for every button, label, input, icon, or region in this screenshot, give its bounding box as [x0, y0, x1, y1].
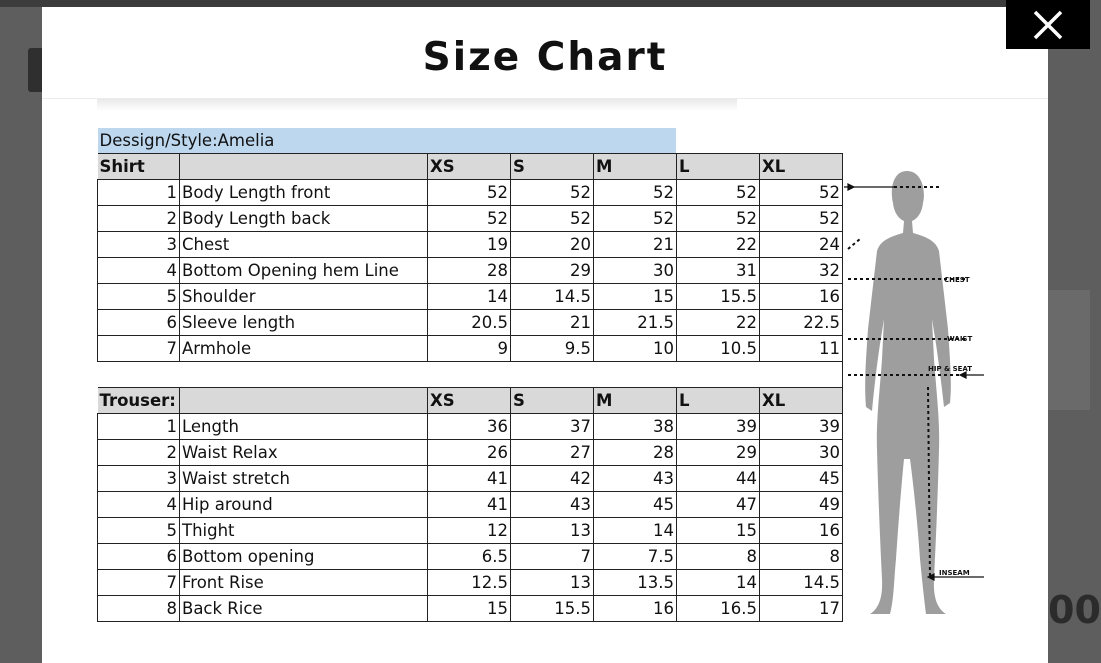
measurement-value: 47 [677, 492, 760, 518]
measurement-value: 12.5 [428, 570, 511, 596]
size-header-xl: XL [760, 388, 843, 414]
measurement-value: 7.5 [594, 544, 677, 570]
row-number: 6 [98, 310, 180, 336]
table-row [98, 544, 843, 570]
measurement-name: Body Length back [180, 206, 428, 232]
row-number: 3 [98, 232, 180, 258]
measurement-value: 21 [511, 310, 594, 336]
measurement-value: 52 [428, 206, 511, 232]
size-header-m: M [594, 388, 677, 414]
measurement-value: 13 [511, 570, 594, 596]
measurement-value: 27 [511, 440, 594, 466]
measurement-value: 41 [428, 466, 511, 492]
measurement-value: 28 [594, 440, 677, 466]
section-header-row [98, 388, 843, 414]
measurement-value: 13 [511, 518, 594, 544]
measurement-value: 45 [760, 466, 843, 492]
row-number: 4 [98, 258, 180, 284]
section-header-row [98, 154, 843, 180]
measurement-value: 14 [677, 570, 760, 596]
blank-cell [180, 362, 428, 388]
measurement-value: 20 [511, 232, 594, 258]
measurement-value: 29 [511, 258, 594, 284]
measurement-value: 52 [760, 180, 843, 206]
measurement-name: Front Rise [180, 570, 428, 596]
row-number: 1 [98, 180, 180, 206]
row-number: 6 [98, 544, 180, 570]
blank-cell [677, 362, 760, 388]
measurement-name: Length [180, 414, 428, 440]
table-row [98, 206, 843, 232]
row-number: 5 [98, 284, 180, 310]
table-row [98, 336, 843, 362]
table-row [98, 284, 843, 310]
measurement-value: 12 [428, 518, 511, 544]
size-header-xs: XS [428, 388, 511, 414]
measurement-value: 15 [428, 596, 511, 622]
measurement-name: Bottom opening [180, 544, 428, 570]
measurement-value: 14 [428, 284, 511, 310]
measurement-name: Hip around [180, 492, 428, 518]
table-row [98, 180, 843, 206]
row-number: 7 [98, 570, 180, 596]
size-table [97, 128, 843, 622]
size-header-m: M [594, 154, 677, 180]
measurement-value: 15.5 [677, 284, 760, 310]
measurement-name: Armhole [180, 336, 428, 362]
measurement-name: Body Length front [180, 180, 428, 206]
measurement-value: 16 [760, 518, 843, 544]
row-number: 4 [98, 492, 180, 518]
measurement-value: 9 [428, 336, 511, 362]
table-row [98, 518, 843, 544]
measurement-value: 52 [594, 180, 677, 206]
table-row [98, 232, 843, 258]
measurement-value: 36 [428, 414, 511, 440]
measurement-value: 38 [594, 414, 677, 440]
measurement-value: 29 [677, 440, 760, 466]
measurement-value: 21 [594, 232, 677, 258]
measurement-value: 10 [594, 336, 677, 362]
measurement-value: 15.5 [511, 596, 594, 622]
image-top-edge [97, 99, 737, 111]
blank-cell [511, 362, 594, 388]
measurement-value: 45 [594, 492, 677, 518]
table-row [98, 414, 843, 440]
measurement-value: 13.5 [594, 570, 677, 596]
measurement-value: 16 [760, 284, 843, 310]
blank-row [98, 362, 843, 388]
design-row [98, 128, 843, 154]
table-row [98, 466, 843, 492]
label-chest: CHEST [944, 276, 970, 284]
measurement-value: 28 [428, 258, 511, 284]
measurement-value: 31 [677, 258, 760, 284]
background-panel [1048, 290, 1090, 410]
measurement-name: Waist stretch [180, 466, 428, 492]
measurement-value: 32 [760, 258, 843, 284]
measurement-value: 43 [594, 466, 677, 492]
measurement-value: 21.5 [594, 310, 677, 336]
measurement-value: 43 [511, 492, 594, 518]
label-inseam: INSEAM [939, 569, 970, 577]
measurement-value: 52 [594, 206, 677, 232]
measurement-value: 30 [594, 258, 677, 284]
table-row [98, 570, 843, 596]
backdrop-edge [0, 0, 1090, 7]
measurement-value: 30 [760, 440, 843, 466]
size-chart-modal [42, 7, 1048, 663]
measurement-value: 7 [511, 544, 594, 570]
measurement-value: 39 [760, 414, 843, 440]
measurement-value: 14.5 [511, 284, 594, 310]
measurement-value: 8 [677, 544, 760, 570]
blank-cell [760, 362, 843, 388]
close-button[interactable] [1006, 0, 1090, 49]
measurement-value: 15 [594, 284, 677, 310]
measurement-value: 44 [677, 466, 760, 492]
table-row [98, 596, 843, 622]
background-price: 00 [1048, 588, 1101, 632]
measurement-name: Sleeve length [180, 310, 428, 336]
size-header-l: L [677, 388, 760, 414]
section-name: Trouser: [98, 388, 180, 414]
measurement-value: 17 [760, 596, 843, 622]
measurement-name: Chest [180, 232, 428, 258]
measurement-value: 52 [511, 206, 594, 232]
measurement-value: 9.5 [511, 336, 594, 362]
size-chart-image [97, 99, 997, 619]
measurement-value: 24 [760, 232, 843, 258]
measurement-value: 52 [511, 180, 594, 206]
measurement-value: 42 [511, 466, 594, 492]
measurement-value: 26 [428, 440, 511, 466]
header-spacer [180, 388, 428, 414]
measurement-value: 52 [677, 206, 760, 232]
measurement-value: 20.5 [428, 310, 511, 336]
measurement-value: 52 [677, 180, 760, 206]
body-measurement-figure [844, 159, 989, 629]
measurement-value: 37 [511, 414, 594, 440]
background-button [28, 48, 42, 92]
measurement-value: 16 [594, 596, 677, 622]
measurement-value: 22 [677, 232, 760, 258]
size-header-s: S [511, 154, 594, 180]
table-row [98, 258, 843, 284]
blank-cell [594, 362, 677, 388]
row-number: 1 [98, 414, 180, 440]
measurement-value: 49 [760, 492, 843, 518]
blank-cell [428, 362, 511, 388]
size-header-xs: XS [428, 154, 511, 180]
row-number: 5 [98, 518, 180, 544]
row-number: 2 [98, 440, 180, 466]
measurement-value: 14 [594, 518, 677, 544]
blank-cell [98, 362, 180, 388]
row-number: 8 [98, 596, 180, 622]
header-spacer [180, 154, 428, 180]
measurement-value: 6.5 [428, 544, 511, 570]
measurement-name: Shoulder [180, 284, 428, 310]
measurement-name: Back Rice [180, 596, 428, 622]
modal-title: Size Chart [422, 35, 668, 80]
close-icon [1031, 8, 1065, 42]
measurement-value: 22 [677, 310, 760, 336]
measurement-value: 16.5 [677, 596, 760, 622]
measurement-value: 11 [760, 336, 843, 362]
measurement-name: Thight [180, 518, 428, 544]
size-header-s: S [511, 388, 594, 414]
measurement-value: 39 [677, 414, 760, 440]
table-row [98, 440, 843, 466]
table-row [98, 310, 843, 336]
measurement-name: Bottom Opening hem Line [180, 258, 428, 284]
label-hip-seat: HIP & SEAT [928, 365, 973, 373]
measurement-value: 14.5 [760, 570, 843, 596]
measurement-value: 10.5 [677, 336, 760, 362]
measurement-value: 22.5 [760, 310, 843, 336]
row-number: 7 [98, 336, 180, 362]
measurement-value: 52 [428, 180, 511, 206]
measurement-value: 52 [760, 206, 843, 232]
measurement-value: 19 [428, 232, 511, 258]
size-header-l: L [677, 154, 760, 180]
section-name: Shirt [98, 154, 180, 180]
design-label: Dessign/Style:Amelia [98, 128, 843, 154]
measurement-value: 41 [428, 492, 511, 518]
measurement-value: 8 [760, 544, 843, 570]
measurement-name: Waist Relax [180, 440, 428, 466]
row-number: 3 [98, 466, 180, 492]
table-row [98, 492, 843, 518]
label-waist: WAIST [947, 335, 973, 343]
size-header-xl: XL [760, 154, 843, 180]
measurement-value: 15 [677, 518, 760, 544]
row-number: 2 [98, 206, 180, 232]
